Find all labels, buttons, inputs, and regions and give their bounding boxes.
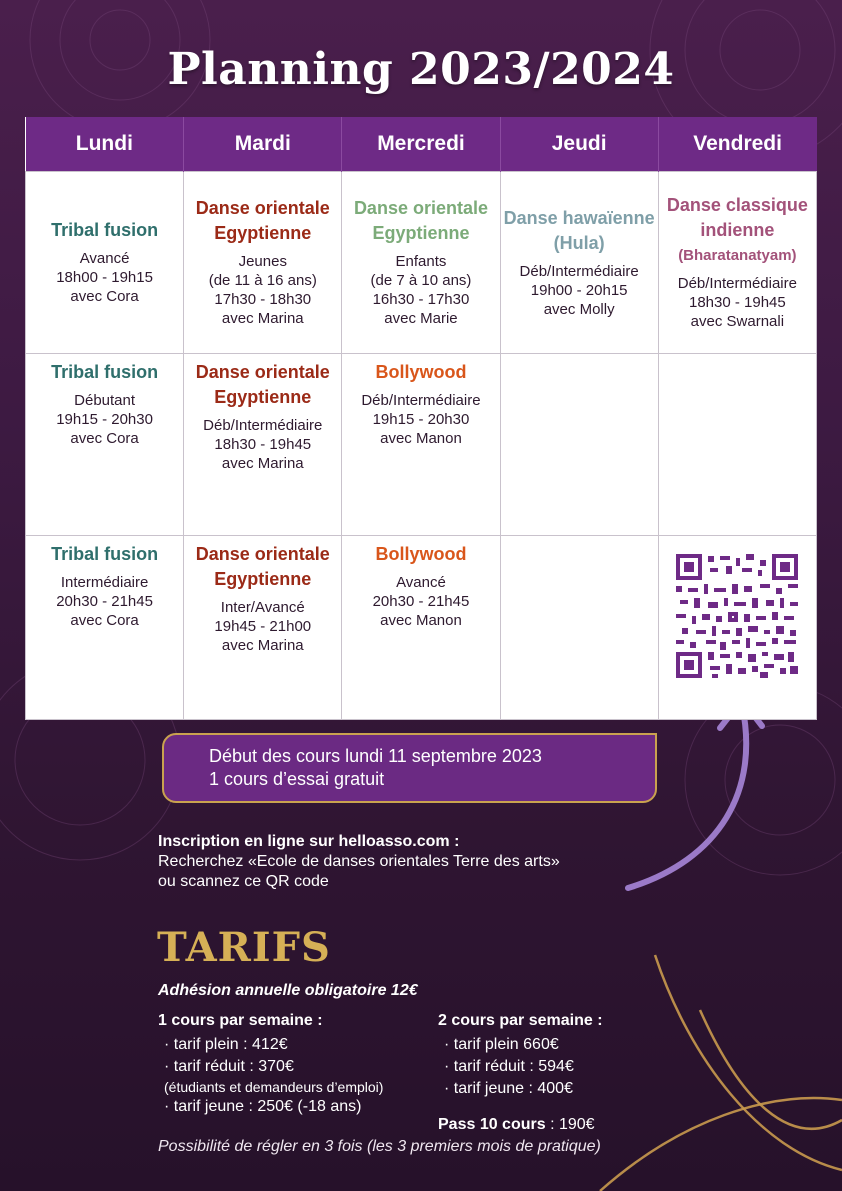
day-header: Vendredi bbox=[658, 117, 816, 171]
class-name: Danse hawaïenne (Hula) bbox=[503, 207, 655, 253]
class-cell bbox=[342, 353, 500, 535]
banner-start-date: Début des cours lundi 11 septembre 2023 bbox=[209, 746, 542, 766]
page-title: Planning 2023/2024 bbox=[167, 44, 675, 95]
inscription-qr-hint: ou scannez ce QR code bbox=[158, 873, 329, 890]
class-cell bbox=[184, 353, 342, 535]
tarif-two-courses bbox=[438, 1010, 603, 1136]
class-time: 20h30 - 21h45 bbox=[372, 592, 470, 610]
class-level: Avancé bbox=[396, 573, 446, 591]
class-teacher: avec Marie bbox=[384, 310, 458, 327]
class-teacher: avec Cora bbox=[70, 611, 139, 629]
class-name: Danse orientale Egyptienne bbox=[353, 198, 488, 243]
class-level: Inter/Avancé bbox=[220, 598, 305, 616]
day-header: Jeudi bbox=[500, 117, 658, 171]
pass-price: : 190€ bbox=[545, 1116, 595, 1133]
empty-cell bbox=[658, 353, 816, 535]
banner-free-trial: 1 cours d’essai gratuit bbox=[209, 769, 385, 789]
class-time: 19h00 - 20h15 bbox=[530, 281, 628, 299]
schedule-table bbox=[25, 117, 817, 720]
class-teacher: avec Marina bbox=[221, 310, 304, 327]
class-time: 18h30 - 19h45 bbox=[214, 435, 312, 453]
inscription-title: Inscription en ligne sur helloasso.com : bbox=[158, 833, 460, 850]
tarif-plein: · tarif plein : 412€ bbox=[164, 1036, 288, 1053]
tarif-jeune: · tarif jeune : 250€ (-18 ans) bbox=[164, 1098, 362, 1115]
class-level: Déb/Intermédiaire bbox=[677, 275, 797, 292]
class-cell bbox=[342, 535, 500, 719]
inscription-search: Recherchez «Ecole de danses orientales Terre des arts» bbox=[158, 853, 560, 870]
tarif-reduit: · tarif réduit : 370€ bbox=[164, 1058, 294, 1075]
class-teacher: avec Manon bbox=[380, 611, 462, 629]
class-time: 19h15 - 20h30 bbox=[372, 410, 470, 428]
class-teacher: avec Marina bbox=[221, 454, 304, 472]
inscription-info bbox=[158, 832, 560, 892]
class-teacher: avec Manon bbox=[380, 429, 462, 447]
class-time: 18h00 - 19h15 bbox=[56, 269, 153, 286]
class-cell bbox=[500, 171, 658, 353]
class-teacher: avec Swarnali bbox=[690, 313, 785, 330]
class-level: Jeunes bbox=[238, 253, 287, 270]
adhesion-fee: Adhésion annuelle obligatoire 12€ bbox=[158, 982, 418, 999]
tarif-jeune: · tarif jeune : 400€ bbox=[444, 1080, 573, 1097]
class-teacher: avec Molly bbox=[543, 300, 615, 318]
class-cell bbox=[26, 353, 184, 535]
class-name: Danse orientale Egyptienne bbox=[195, 543, 330, 589]
class-teacher: avec Cora bbox=[70, 429, 139, 447]
class-name: Tribal fusion bbox=[51, 361, 159, 382]
empty-cell bbox=[500, 535, 658, 719]
class-level: Avancé bbox=[79, 250, 130, 267]
tarifs-title: TARIFS bbox=[157, 924, 331, 971]
class-time: 17h30 - 18h30 bbox=[214, 291, 312, 308]
class-cell bbox=[26, 535, 184, 719]
qr-code-icon[interactable] bbox=[676, 554, 798, 678]
class-name: Tribal fusion bbox=[51, 543, 159, 564]
class-name: Bollywood bbox=[375, 361, 467, 382]
tarif-one-course bbox=[158, 1010, 383, 1118]
class-name: Danse orientale Egyptienne bbox=[195, 198, 330, 243]
class-cell bbox=[184, 171, 342, 353]
class-name: Danse orientale Egyptienne bbox=[195, 361, 330, 407]
class-time: 18h30 - 19h45 bbox=[688, 294, 786, 311]
tarif-reduit: · tarif réduit : 594€ bbox=[444, 1058, 574, 1075]
class-level: Déb/Intermédiaire bbox=[203, 416, 323, 434]
day-header: Mercredi bbox=[342, 117, 500, 171]
class-level: Déb/Intermédiaire bbox=[361, 391, 481, 409]
qr-cell bbox=[658, 535, 816, 719]
pass-10-courses bbox=[438, 1114, 603, 1136]
class-time: 16h30 - 17h30 bbox=[372, 291, 470, 308]
class-level: Déb/Intermédiaire bbox=[519, 262, 639, 280]
class-time: 19h15 - 20h30 bbox=[56, 410, 153, 428]
class-time: 20h30 - 21h45 bbox=[56, 592, 153, 610]
day-header: Lundi bbox=[26, 117, 184, 171]
payment-note: Possibilité de régler en 3 fois (les 3 premiers mois de pratique) bbox=[158, 1138, 601, 1155]
class-level: Débutant bbox=[74, 391, 136, 409]
class-level: Intermédiaire bbox=[60, 573, 149, 591]
class-cell bbox=[184, 535, 342, 719]
empty-cell bbox=[500, 353, 658, 535]
class-name: Tribal fusion bbox=[51, 220, 159, 240]
class-time: 19h45 - 21h00 bbox=[214, 617, 312, 635]
class-subname: (Bharatanatyam) bbox=[678, 247, 797, 264]
class-name: Danse classique indienne bbox=[666, 195, 808, 240]
class-cell bbox=[658, 171, 816, 353]
class-teacher: avec Cora bbox=[70, 288, 139, 305]
class-age: (de 11 à 16 ans) bbox=[208, 272, 317, 289]
class-level: Enfants bbox=[395, 253, 447, 270]
tarif-one-title: 1 cours par semaine : bbox=[158, 1012, 323, 1029]
class-age: (de 7 à 10 ans) bbox=[370, 272, 472, 289]
tarif-two-title: 2 cours par semaine : bbox=[438, 1012, 603, 1029]
start-banner bbox=[162, 733, 657, 803]
class-name: Bollywood bbox=[375, 543, 467, 564]
class-cell bbox=[342, 171, 500, 353]
tarif-reduit-note: (étudiants et demandeurs d’emploi) bbox=[164, 1079, 384, 1095]
class-teacher: avec Marina bbox=[221, 636, 304, 654]
day-header: Mardi bbox=[184, 117, 342, 171]
class-cell bbox=[26, 171, 184, 353]
pass-label: Pass 10 cours bbox=[438, 1116, 546, 1133]
tarif-plein: · tarif plein 660€ bbox=[444, 1036, 559, 1053]
